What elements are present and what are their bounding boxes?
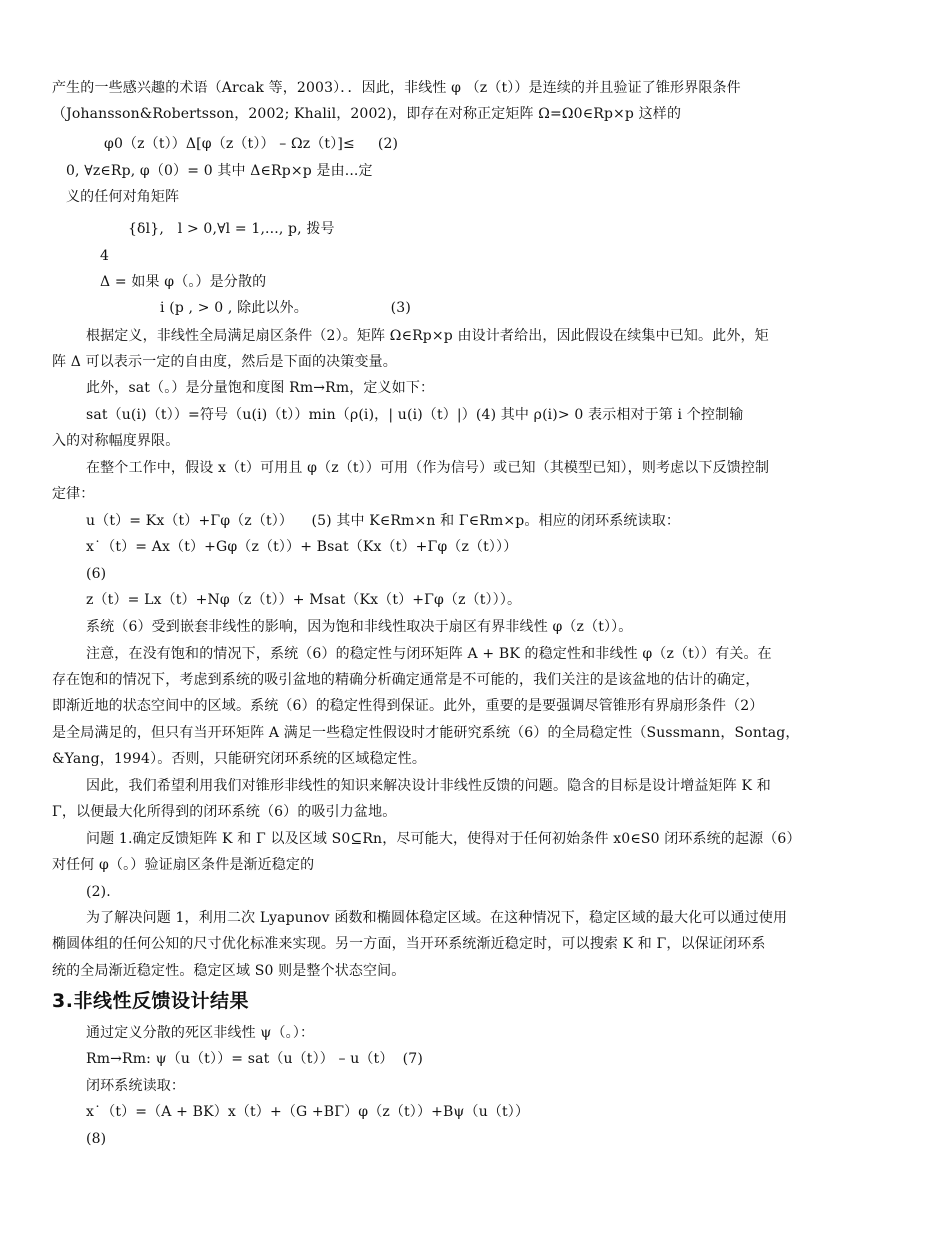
equation-line: Rm→Rm: ψ（u（t））= sat（u（t）） – u（t） (7) bbox=[86, 1051, 423, 1067]
text-line: 义的任何对角矩阵 bbox=[66, 189, 180, 205]
text-line: sat（u(i)（t））=符号（u(i)（t））min（ρ(i)，| u(i)（t）|）(4) 其中 ρ(i)> 0 表示相对于第 i 个控制输 bbox=[86, 407, 744, 423]
text-line: 系统（6）受到嵌套非线性的影响，因为饱和非线性取决于扇区有界非线性 φ（z（t））。 bbox=[86, 619, 633, 635]
text-line: （Johansson&Robertsson，2002; Khalil，2002)，即存在对称正定矩阵 Ω=Ω0∈Rp×p 这样的 bbox=[52, 106, 682, 122]
text-line: 即渐近地的状态空间中的区域。系统（6）的稳定性得到保证。此外，重要的是要强调尽管锥形有界扇形条件（2） bbox=[52, 698, 764, 714]
text-line: &Yang，1994）。否则，只能研究闭环系统的区域稳定性。 bbox=[52, 751, 427, 767]
text-line: 通过定义分散的死区非线性 ψ（。）： bbox=[86, 1025, 315, 1041]
text-line: 产生的一些感兴趣的术语（Arcak 等，2003）．．因此，非线性 φ （z（t））是连续的并且验证了锥形界限条件 bbox=[52, 80, 741, 96]
equation-line: z（t）= Lx（t）+Nφ（z（t））+ Msat（Kx（t）+Γφ（z（t）））。 bbox=[86, 592, 522, 608]
equation-line: x˙（t）= Ax（t）+Gφ（z（t））+ Bsat（Kx（t）+Γφ（z（t））） bbox=[86, 539, 518, 555]
section-heading: 3.非线性反馈设计结果 bbox=[52, 990, 249, 1012]
text-line: 统的全局渐近稳定性。稳定区域 S0 则是整个状态空间。 bbox=[52, 963, 406, 979]
text-line: 此外，sat（。）是分量饱和度图 Rm→Rm，定义如下： bbox=[86, 380, 435, 396]
text-line: 是全局满足的，但只有当开环矩阵 A 满足一些稳定性假设时才能研究系统（6）的全局稳定性（Sussmann，Sontag， bbox=[52, 725, 800, 741]
text-line: 为了解决问题 1，利用二次 Lyapunov 函数和椭圆体稳定区域。在这种情况下，稳定区域的最大化可以通过使用 bbox=[86, 910, 788, 926]
text-line: 在整个工作中，假设 x（t）可用且 φ（z（t））可用（作为信号）或已知（其模型已知），则考虑以下反馈控制 bbox=[86, 460, 770, 476]
equation-line: φ0（z（t））Δ[φ（z（t）） – Ωz（t）]≤ (2) bbox=[104, 136, 399, 152]
equation-number: (6) bbox=[86, 566, 107, 582]
text-line: 根据定义，非线性全局满足扇区条件（2）。矩阵 Ω∈Rp×p 由设计者给出，因此假设在续集中已知。此外，矩 bbox=[86, 328, 769, 344]
text-line: 阵 Δ 可以表示一定的自由度，然后是下面的决策变量。 bbox=[52, 354, 397, 370]
text-line: 存在饱和的情况下，考虑到系统的吸引盆地的精确分析确定通常是不可能的，我们关注的是该盆地的估计的确定， bbox=[52, 672, 760, 688]
equation-line: u（t）= Kx（t）+Γφ（z（t）） (5) 其中 K∈Rm×n 和 Γ∈Rm×p。相应的闭环系统读取： bbox=[86, 513, 681, 529]
text-line: 对任何 φ（。）验证扇区条件是渐近稳定的 bbox=[52, 857, 315, 873]
text-line: 椭圆体组的任何公知的尺寸优化标准来实现。另一方面，当开环系统渐近稳定时，可以搜索 K 和 Γ，以保证闭环系 bbox=[52, 936, 766, 952]
text-line: 4 bbox=[100, 248, 110, 264]
equation-line: i (p , > 0 , 除此以外。 (3) bbox=[160, 300, 411, 316]
text-line: 闭环系统读取： bbox=[86, 1078, 186, 1094]
text-line: 定律： bbox=[52, 486, 95, 502]
text-line: 入的对称幅度界限。 bbox=[52, 433, 180, 449]
text-line: 问题 1.确定反馈矩阵 K 和 Γ 以及区域 S0⊆Rn，尽可能大，使得对于任何初始条件 x0∈S0 闭环系统的起源（6） bbox=[86, 831, 801, 847]
text-line: Γ，以便最大化所得到的闭环系统（6）的吸引力盆地。 bbox=[52, 804, 397, 820]
text-line: 0, ∀z∈Rp, φ（0）= 0 其中 Δ∈Rp×p 是由...定 bbox=[66, 163, 373, 179]
equation-line: {δl}, l > 0,∀l = 1,..., p, 拨号 bbox=[128, 221, 335, 237]
text-line: Δ = 如果 φ（。）是分散的 bbox=[100, 274, 267, 290]
equation-number: (8) bbox=[86, 1131, 107, 1147]
equation-number: (2). bbox=[86, 884, 111, 900]
equation-line: x˙（t）=（A + BK）x（t）+（G +BΓ）φ（z（t））+Bψ（u（t）） bbox=[86, 1104, 530, 1120]
text-line: 注意，在没有饱和的情况下，系统（6）的稳定性与闭环矩阵 A + BK 的稳定性和非线性 φ（z（t））有关。在 bbox=[86, 646, 772, 662]
text-line: 因此，我们希望利用我们对锥形非线性的知识来解决设计非线性反馈的问题。隐含的目标是设计增益矩阵 K 和 bbox=[86, 778, 771, 794]
